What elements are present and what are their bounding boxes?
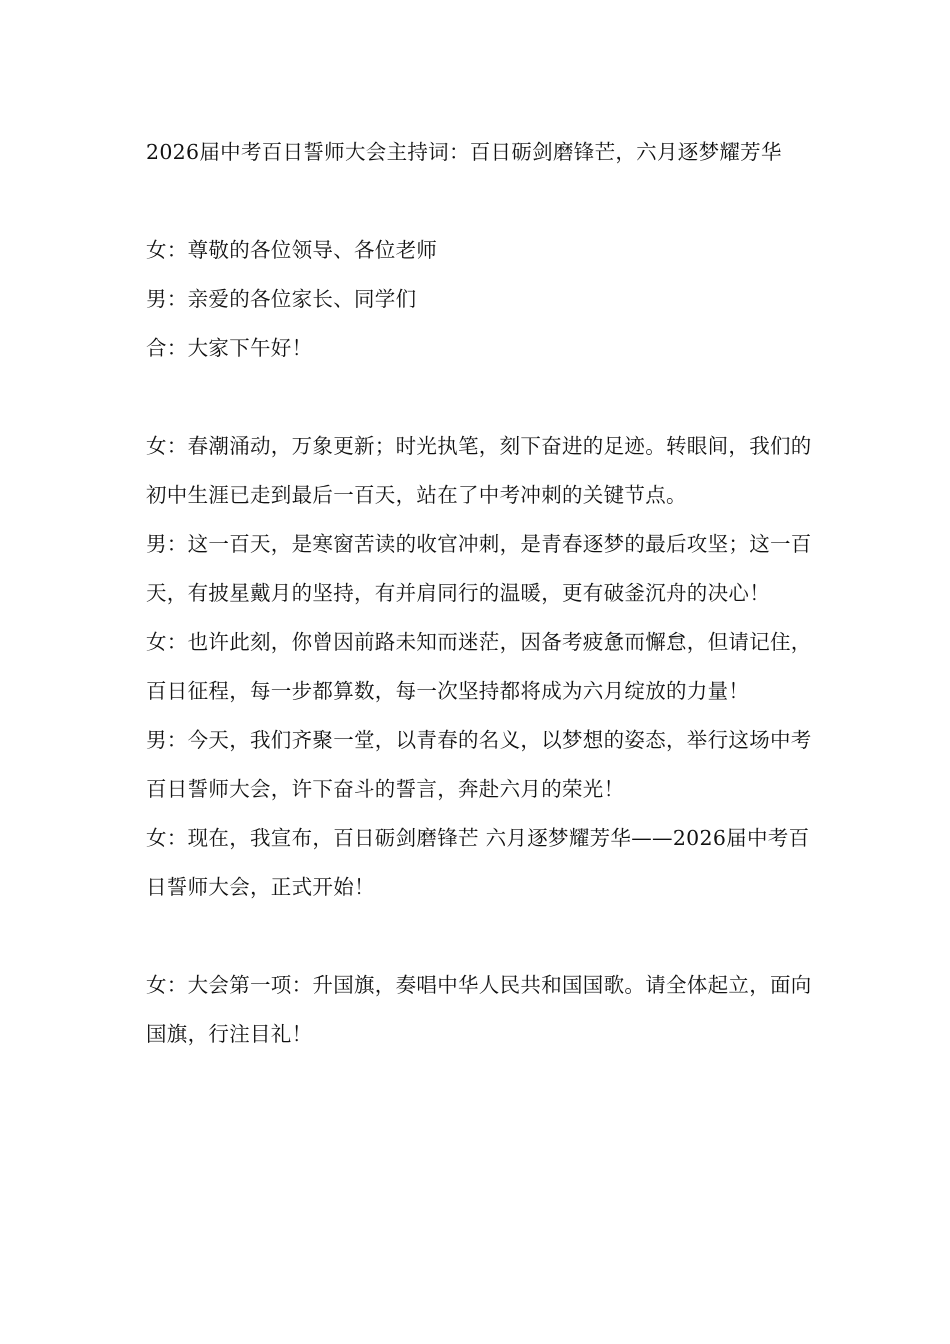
- opening-line: 女：也许此刻，你曾因前路未知而迷茫，因备考疲惫而懈怠，但请记住，百日征程，每一步都算数，每一次坚持都将成为六月绽放的力量！: [146, 630, 812, 703]
- document-body: [146, 128, 826, 1059]
- greeting-together: 合：大家下午好！: [146, 336, 313, 360]
- document-title: 2026届中考百日誓师大会主持词：百日砺剑磨锋芒，六月逐梦耀芳华: [146, 140, 782, 164]
- opening-line: 男：今天，我们齐聚一堂，以青春的名义，以梦想的姿态，举行这场中考百日誓师大会，许下奋斗的誓言，奔赴六月的荣光！: [146, 728, 812, 801]
- greeting-female: 女：尊敬的各位领导、各位老师: [146, 238, 438, 262]
- opening-line: 男：这一百天，是寒窗苦读的收官冲刺，是青春逐梦的最后攻坚；这一百天，有披星戴月的坚持，有并肩同行的温暖，更有破釜沉舟的决心！: [146, 532, 812, 605]
- agenda-item: 女：大会第一项：升国旗，奏唱中华人民共和国国歌。请全体起立，面向国旗，行注目礼！: [146, 973, 812, 1046]
- paragraph-spacer: [146, 373, 826, 422]
- greeting-male: 男：亲爱的各位家长、同学们: [146, 287, 417, 311]
- paragraph-spacer: [146, 177, 826, 226]
- opening-line: 女：现在，我宣布，百日砺剑磨锋芒 六月逐梦耀芳华——2026届中考百日誓师大会，正式开始！: [146, 826, 810, 899]
- opening-line: 女：春潮涌动，万象更新；时光执笔，刻下奋进的足迹。转眼间，我们的初中生涯已走到最后一百天，站在了中考冲刺的关键节点。: [146, 434, 812, 507]
- paragraph-spacer: [146, 912, 826, 961]
